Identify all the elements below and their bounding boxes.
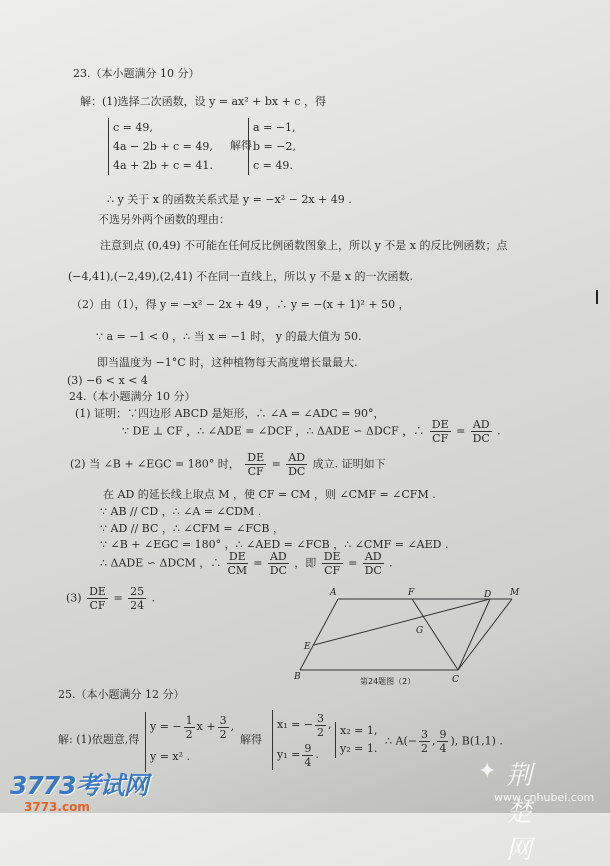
equation-system-2 <box>248 118 296 175</box>
system-line: a = −1, <box>253 121 296 134</box>
text-line: 注意到点 (0,49) 不可能在任何反比例函数图象上，所以 y 不是 x 的反比例函数；点 <box>100 239 508 252</box>
logo-3773-url: 3773.com <box>24 800 90 814</box>
text-line: (−4,41),(−2,49),(2,41) 不在同一直线上，所以 y 不是 x 的一次函数. <box>68 270 414 283</box>
q24-row-2: (2) 当 ∠B + ∠EGC = 180° 时， $\frac{DE}{CF}$ = $\frac{AD}{DC}$ 成立. 证明如下 <box>70 451 386 478</box>
text-line: 不选另外两个函数的理由： <box>98 213 230 226</box>
page-edge-mark <box>596 290 598 304</box>
figure-caption: 第24题图（2） <box>360 677 416 685</box>
system-line: c = 49, <box>113 121 153 134</box>
text-line: （2）由（1），得 y = −x² − 2x + 49 ，∴ y = −(x + 1)² + 50 ， <box>71 298 410 311</box>
system-line: c = 49. <box>253 159 293 172</box>
geometry-figure-24 <box>290 585 530 685</box>
text-line: 24.（本小题满分 10 分） <box>69 390 196 403</box>
label-A: A <box>330 588 337 598</box>
solve-label: 解得 <box>230 139 252 152</box>
q25-intro: 解: (1)依题意,得 <box>58 733 140 746</box>
q25-solution-1: x₁ = − $\frac{3}{2}$ , y₁ = $\frac{9}{4}$ . <box>272 710 332 770</box>
logo-cnhubei-text: 荆楚网 <box>506 761 537 865</box>
text-line: ∴ y 关于 x 的函数关系式是 y = −x² − 2x + 49 . <box>107 193 352 206</box>
text-line: 解：(1)选择二次函数，设 y = ax² + bx + c ，得 <box>80 95 326 108</box>
logo-cnhubei-url: www.cnhubei.com <box>494 791 595 804</box>
q25-solution-2: x₂ = 1, y₂ = 1. <box>335 722 377 758</box>
text-line: ∵ AD // BC ，∴ ∠CFM = ∠FCB ， <box>100 522 284 535</box>
label-M: M <box>510 588 520 598</box>
q24-row-1: ∵ DE ⊥ CF ，∴ ∠ADE = ∠DCF ，∴ ΔADE ∽ ΔDCF ，∴ $\frac{DE}{CF}$ = $\frac{AD}{DC}$ . <box>122 418 501 445</box>
text-line: ∵ ∠B + ∠EGC = 180° ，∴ ∠AED = ∠FCB ，∴ ∠CMF = ∠AED . <box>100 538 449 551</box>
system-line: b = −2, <box>253 140 296 153</box>
equation-system-1 <box>108 118 213 175</box>
label-C: C <box>452 675 459 685</box>
logo-3773 <box>10 766 148 814</box>
segment-ED <box>314 599 490 645</box>
label-F: F <box>408 588 415 598</box>
logo-3773-text: 3773考试网 <box>10 771 148 800</box>
text-line: ∵ AB // CD ，∴ ∠A = ∠CDM . <box>100 505 262 518</box>
label-B: B <box>294 672 301 682</box>
system-line: 4a + 2b + c = 41. <box>113 159 213 172</box>
label-G: G <box>416 626 424 636</box>
q25-answer: ∴ A(− $\frac{3}{2}$ , $\frac{9}{4}$ ), B(1,1) . <box>385 728 503 755</box>
q24-row-3: ∴ ΔADE ∽ ΔDCM ，∴ $\frac{DE}{CM}$ = $\frac{AD}{DC}$ ，即 $\frac{DE}{CF}$ = $\frac{AD}{DC}$ . <box>100 550 393 577</box>
text-line: 23.（本小题满分 10 分） <box>73 67 200 80</box>
label-D: D <box>484 590 492 600</box>
text-line: (1) 证明：∵四边形 ABCD 是矩形，∴ ∠A = ∠ADC = 90°， <box>75 407 385 420</box>
q25-system <box>145 712 234 772</box>
label-E: E <box>304 642 311 652</box>
q25-eq2: y = x² . <box>150 750 191 763</box>
cnhubei-bird-icon: ✦ <box>478 759 497 784</box>
system-line: 4a − 2b + c = 49, <box>113 140 213 153</box>
text-line: 在 AD 的延长线上取点 M ，使 CF = CM ，则 ∠CMF = ∠CFM . <box>103 488 436 501</box>
q25-solve: 解得 <box>240 733 262 746</box>
text-line: ∵ a = −1 < 0 ，∴ 当 x = −1 时， y 的最大值为 50. <box>96 330 362 343</box>
q24-row-4: (3) $\frac{DE}{CF}$ = $\frac{25}{24}$ . <box>66 585 156 612</box>
text-line: 即当温度为 −1°C 时，这种植物每天高度增长量最大. <box>97 356 358 369</box>
q25-eq1: y = − $\frac{1}{2}$ x + $\frac{3}{2}$ , <box>150 713 235 741</box>
text-line: 25.（本小题满分 12 分） <box>58 688 185 701</box>
text-line: (3) −6 < x < 4 <box>67 374 148 387</box>
segment-AB <box>300 599 338 670</box>
